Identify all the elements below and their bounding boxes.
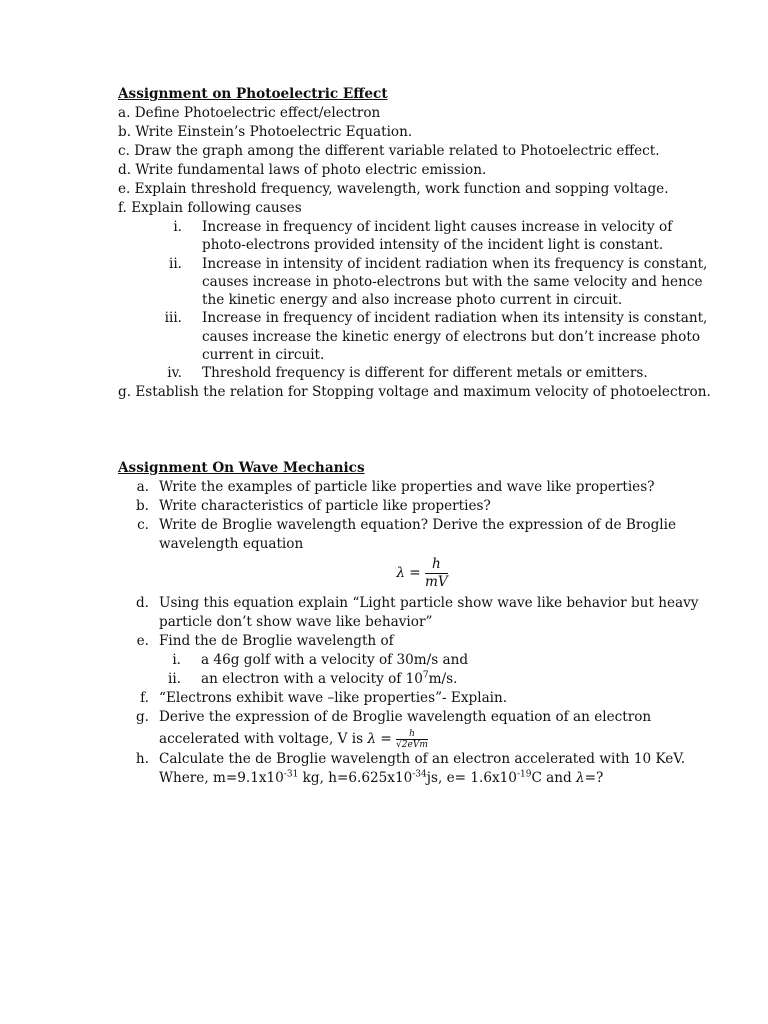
list-text: js, e= 1.6x10 [426,769,517,786]
superscript: -19 [516,769,532,780]
list-number: f. [140,689,149,706]
list-text: Using this equation explain “Light particle show wave like behavior but heavy [159,594,699,611]
list-text: a 46g golf with a velocity of 30m/s and [201,651,469,668]
list-text: particle don’t show wave like behavior” [159,613,433,630]
list-text: an electron with a velocity of 10 [201,670,423,687]
section-gap [118,402,718,459]
sub-list-item [159,670,718,689]
list-number: b. [135,497,149,514]
fraction-numerator: h [396,729,428,740]
list-number: iii. [164,310,182,327]
equation-lhs: λ = [367,730,392,747]
list-number: g. [135,708,149,725]
list-number: e. [136,632,149,649]
list-text: causes increase the kinetic energy of electrons but don’t increase photo [202,328,701,345]
wave-questions-list [118,478,718,554]
list-item [118,364,718,382]
list-item [118,689,718,708]
list-text: Derive the expression of de Broglie wavelength equation of an electron [159,708,652,725]
wave-questions-list-cont [118,594,718,788]
list-number: d. [135,594,149,611]
list-text: =? [584,769,604,786]
question-d: d. Write fundamental laws of photo electric emission. [118,162,487,178]
list-text: the kinetic energy and also increase photo current in circuit. [202,292,623,309]
sub-list-item [159,651,718,670]
list-number: c. [137,516,149,533]
sub-list [159,651,718,689]
list-text: wavelength equation [159,535,304,552]
list-text: C and [531,769,577,786]
list-text: Calculate the de Broglie wavelength of an electron accelerated with 10 KeV. [159,750,686,767]
fraction-denominator: mV [424,573,448,590]
list-text: accelerated with voltage, V is [159,730,364,747]
list-text: Increase in frequency of incident light causes increase in velocity of [202,219,673,235]
list-number: a. [136,478,149,495]
list-text: m/s. [428,670,458,687]
list-text: photo-electrons provided intensity of the incident light is constant. [202,237,664,254]
equation-lhs: λ = [396,564,421,581]
superscript: -31 [283,769,299,780]
equation-fraction [396,729,428,750]
list-item [118,708,718,750]
question-f: f. Explain following causes [118,200,302,216]
fraction-numerator: h [425,556,448,574]
superscript: 7 [422,670,429,681]
list-text: Increase in intensity of incident radiation when its frequency is constant, [202,255,708,272]
list-text: kg, h=6.625x10 [298,769,413,786]
document-body [118,85,718,788]
list-number: ii. [167,670,181,687]
superscript: -34 [412,769,427,780]
list-item [118,516,718,554]
list-number: ii. [168,255,182,272]
list-text: Write characteristics of particle like properties? [159,497,491,514]
question-b: b. Write Einstein’s Photoelectric Equation. [118,124,413,140]
list-number: h. [135,750,149,767]
list-text: Increase in frequency of incident radiation when its intensity is constant, [202,310,708,327]
lambda-symbol: λ [576,769,585,786]
list-item [118,255,718,310]
list-text: Threshold frequency is different for different metals or emitters. [202,365,648,382]
list-text: Where, m=9.1x10 [159,769,284,786]
section-heading-wave-mechanics: Assignment On Wave Mechanics [118,459,365,476]
question-c: c. Draw the graph among the different variable related to Photoelectric effect. [118,143,660,159]
list-number: iv. [167,365,182,382]
question-e: e. Explain threshold frequency, wavelength, work function and sopping voltage. [118,181,669,197]
list-text: “Electrons exhibit wave –like properties”- Explain. [159,689,508,706]
list-number: i. [172,651,181,668]
list-item [118,497,718,516]
de-broglie-equation [118,554,718,594]
list-item [118,632,718,689]
list-text: current in circuit. [202,347,325,364]
equation-fraction [425,556,448,591]
list-text: causes increase in photo-electrons but with the same velocity and hence [202,273,703,290]
list-item [118,750,718,788]
list-number: i. [173,219,182,235]
fraction-denominator: √2eVm [396,739,428,750]
question-g: g. Establish the relation for Stopping voltage and maximum velocity of photoelectron. [118,383,711,400]
section-heading-photoelectric: Assignment on Photoelectric Effect [118,86,388,102]
list-item [118,309,718,364]
list-text: Find the de Broglie wavelength of [159,632,394,649]
list-item [118,218,718,255]
list-text: Write de Broglie wavelength equation? Derive the expression of de Broglie [159,516,677,533]
list-item [118,478,718,497]
question-a: a. Define Photoelectric effect/electron [118,105,381,121]
list-item [118,594,718,632]
causes-list [118,218,718,383]
list-text: Write the examples of particle like properties and wave like properties? [159,478,655,495]
